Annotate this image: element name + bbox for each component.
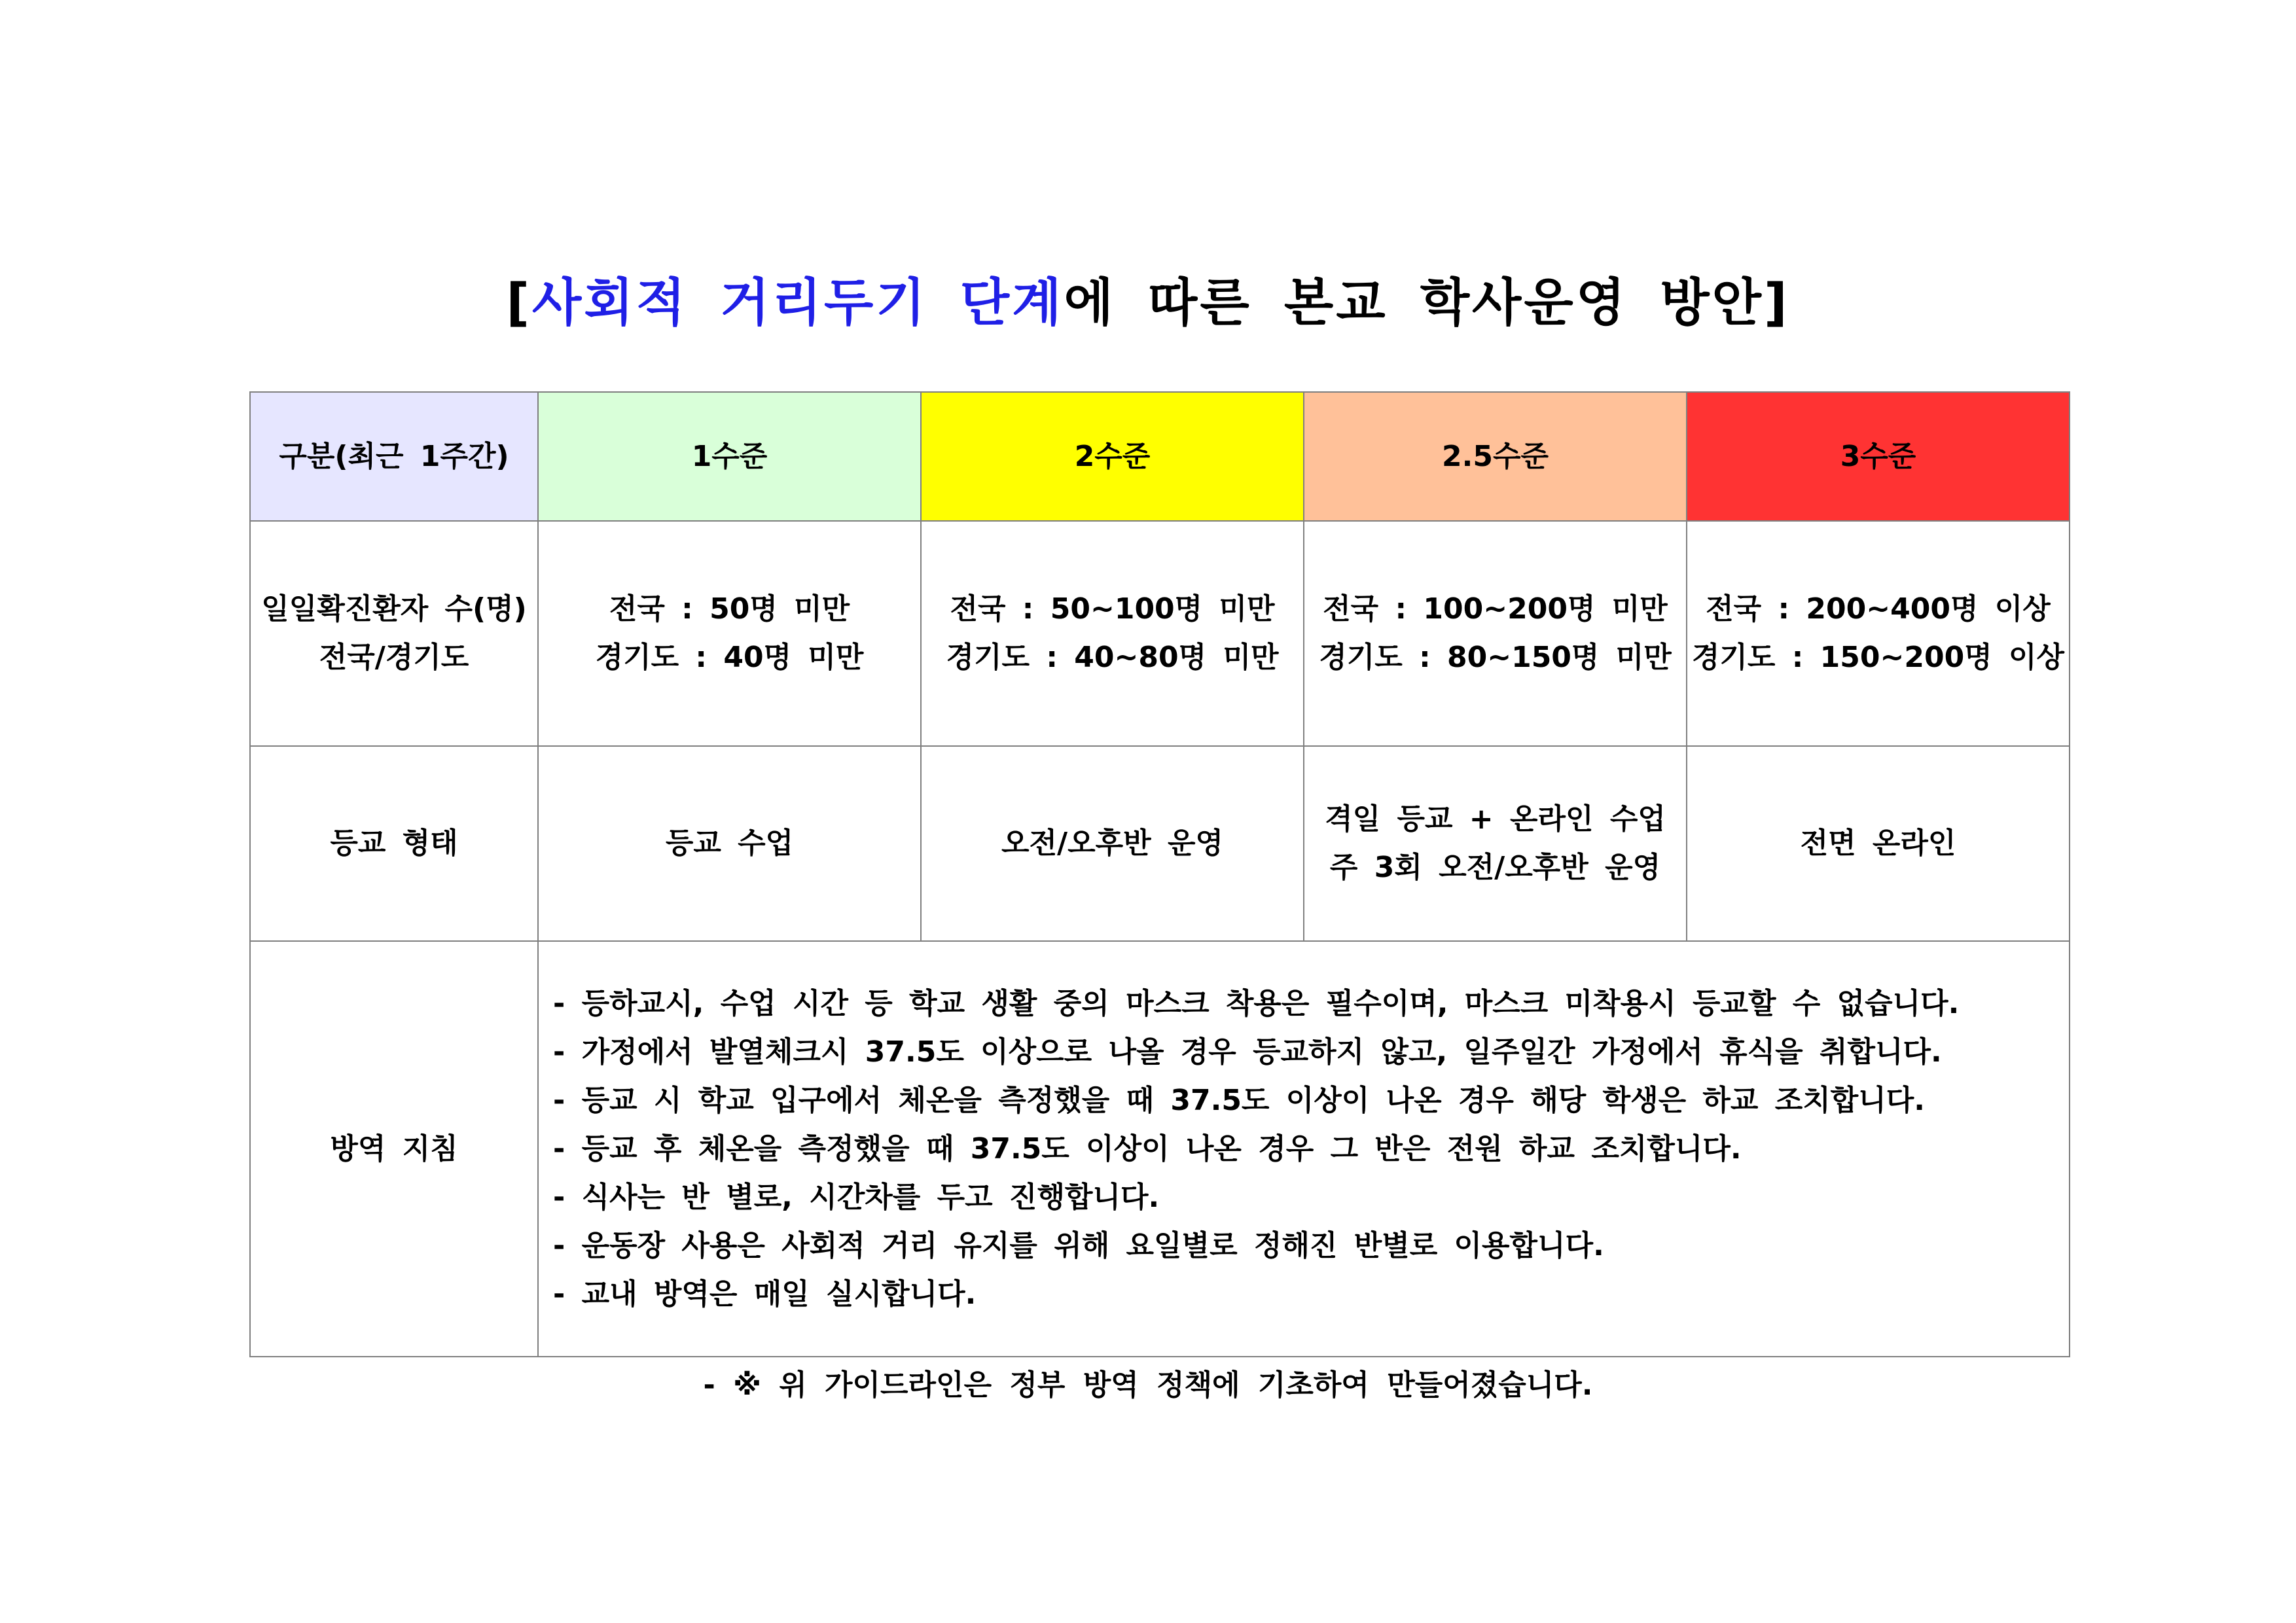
daily-cases-level-3 bbox=[1687, 521, 2070, 746]
title-bracket-close: ] bbox=[1763, 274, 1790, 332]
cases-gyeonggi: 경기도 : 80~150명 미만 bbox=[1319, 641, 1672, 674]
attendance-level-2-5 bbox=[1304, 746, 1687, 941]
header-label-cell: 구분(최근 1주간) bbox=[250, 392, 538, 521]
cases-national: 전국 : 200~400명 이상 bbox=[1706, 592, 2051, 626]
attendance-text: 등교 수업 bbox=[665, 827, 794, 860]
quarantine-rules-label: 방역 지침 bbox=[250, 941, 538, 1357]
daily-cases-level-2-5 bbox=[1304, 521, 1687, 746]
daily-cases-row bbox=[250, 521, 2070, 746]
daily-cases-level-1 bbox=[538, 521, 921, 746]
title-highlight: 사회적 거리두기 단계 bbox=[532, 274, 1064, 332]
cases-gyeonggi: 경기도 : 40~80명 미만 bbox=[946, 641, 1279, 674]
daily-cases-level-2 bbox=[921, 521, 1304, 746]
attendance-level-3 bbox=[1687, 746, 2070, 941]
cases-gyeonggi: 경기도 : 150~200명 이상 bbox=[1691, 641, 2065, 674]
footnote: - ※ 위 가이드라인은 정부 방역 정책에 기초하여 만들어졌습니다. bbox=[703, 1368, 1593, 1402]
document-title bbox=[0, 267, 2296, 339]
rule-item: - 운동장 사용은 사회적 거리 유지를 위해 요일별로 정해진 반별로 이용합니다. bbox=[553, 1228, 1604, 1262]
cases-national: 전국 : 100~200명 미만 bbox=[1323, 592, 1668, 626]
quarantine-rules-list bbox=[538, 941, 2070, 1357]
rule-item: - 교내 방역은 매일 실시합니다. bbox=[553, 1277, 977, 1311]
attendance-text: 전면 온라인 bbox=[1800, 827, 1956, 860]
attendance-text: 주 3회 오전/오후반 운영 bbox=[1329, 851, 1661, 884]
header-level-3: 3수준 bbox=[1687, 392, 2070, 521]
rule-item: - 등교 시 학교 입구에서 체온을 측정했을 때 37.5도 이상이 나온 경우 해당 학생은 하교 조치합니다. bbox=[553, 1083, 1925, 1117]
attendance-row bbox=[250, 746, 2070, 941]
daily-cases-label-line-1: 일일확진환자 수(명) bbox=[261, 592, 527, 626]
header-level-2-5: 2.5수준 bbox=[1304, 392, 1687, 521]
rule-item: - 등하교시, 수업 시간 등 학교 생활 중의 마스크 착용은 필수이며, 마스크 미착용시 등교할 수 없습니다. bbox=[553, 986, 1960, 1020]
attendance-level-1 bbox=[538, 746, 921, 941]
rule-item: - 가정에서 발열체크시 37.5도 이상으로 나올 경우 등교하지 않고, 일주일간 가정에서 휴식을 취합니다. bbox=[553, 1035, 1942, 1069]
attendance-text: 오전/오후반 운영 bbox=[1001, 827, 1223, 860]
header-row bbox=[250, 392, 2070, 521]
cases-national: 전국 : 50~100명 미만 bbox=[950, 592, 1275, 626]
cases-gyeonggi: 경기도 : 40명 미만 bbox=[595, 641, 864, 674]
cases-national: 전국 : 50명 미만 bbox=[609, 592, 850, 626]
operation-plan-table bbox=[249, 391, 2070, 1357]
header-level-1: 1수준 bbox=[538, 392, 921, 521]
daily-cases-label bbox=[250, 521, 538, 746]
attendance-label: 등교 형태 bbox=[250, 746, 538, 941]
daily-cases-label-line-2: 전국/경기도 bbox=[319, 641, 469, 674]
attendance-level-2 bbox=[921, 746, 1304, 941]
header-level-2: 2수준 bbox=[921, 392, 1304, 521]
rule-item: - 등교 후 체온을 측정했을 때 37.5도 이상이 나온 경우 그 반은 전원 하교 조치합니다. bbox=[553, 1132, 1742, 1166]
title-rest: 에 따른 본교 학사운영 방안 bbox=[1064, 274, 1764, 332]
attendance-text: 격일 등교 + 온라인 수업 bbox=[1325, 802, 1666, 836]
quarantine-rules-row bbox=[250, 941, 2070, 1357]
rule-item: - 식사는 반 별로, 시간차를 두고 진행합니다. bbox=[553, 1180, 1160, 1214]
title-bracket-open: [ bbox=[506, 274, 533, 332]
